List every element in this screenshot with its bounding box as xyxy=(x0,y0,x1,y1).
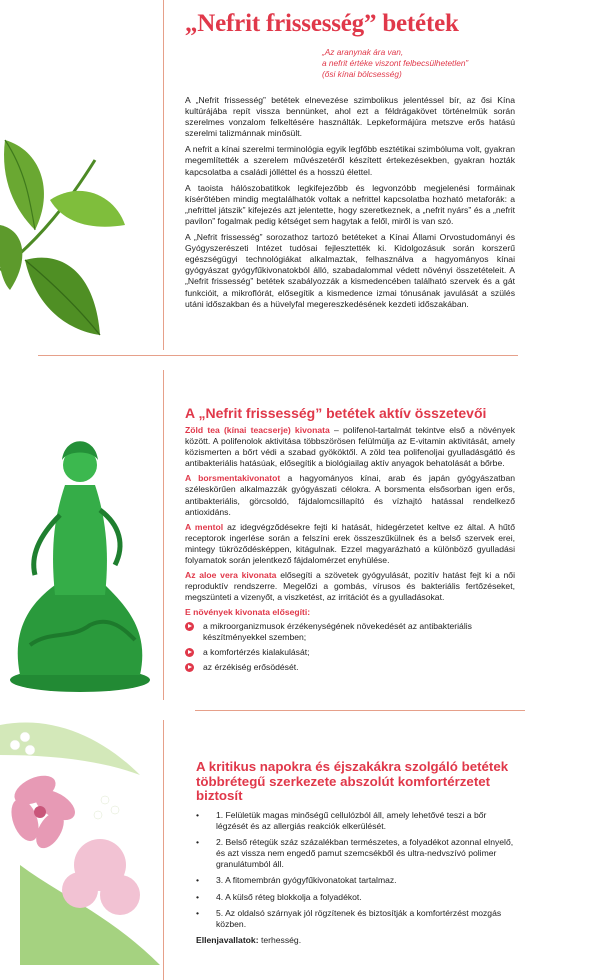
divider-horizontal-1 xyxy=(38,355,518,356)
intro-paragraph: A nefrit a kínai szerelmi terminológia egyik legfőbb esztétikai szimbóluma volt, gyakran megemlítették a szerelem művészetéről készített értekezésekben, gyakran hozták kapcsolatba a családi jólléttel és a hosszú élettel. xyxy=(185,144,515,177)
intro-text xyxy=(185,95,515,315)
bullet-icon: • xyxy=(196,891,200,902)
ingredient-name: Az aloe vera kivonata xyxy=(185,570,277,581)
list-item: • 2. Belső rétegük száz százalékban természetes, a folyadékot azonnal elnyelő, és azt vissza nem engedő pamut szemcsékből és ultra-nedvszívó polimer granulátumból áll. xyxy=(196,837,514,870)
ingredient-name: Zöld tea (kínai teacserje) kivonata xyxy=(185,425,330,435)
page-title: „Nefrit frissesség” betétek xyxy=(185,10,459,37)
divider-vertical-bottom xyxy=(163,720,164,980)
divider-vertical-top xyxy=(163,0,164,350)
ingredient-paragraph: Zöld tea (kínai teacserje) kivonata – polifenol-tartalmát tekintve első a növények között. A polifenolok aktivitása többszörösen felülmúlja az E-vitamin aktivitását, amely közismerten a bőrt védi a szabad gyököktől. A zöld tea polifenoljai gyulladásgátló és antibakteriális hatásúak, elősegítik a biológiailag aktív anyagok behatolását a bőrbe. xyxy=(185,425,516,469)
arrow-bullet-icon xyxy=(185,622,194,631)
list-item: • 1. Felületük magas minőségű cellulózból áll, amely lehetővé teszi a bőr légzését és az allergiás reakciók elkerülését. xyxy=(196,810,487,832)
active-ingredients-heading: A „Nefrit frissesség” betétek aktív összetevői xyxy=(185,405,487,421)
contraindications: Ellenjavallatok: terhesség. xyxy=(196,934,302,945)
intro-paragraph: A „Nefrit frissesség” betétek elnevezése szimbolikus jelentéssel bír, az ősi Kína kultúrájába repít vissza bennünket, ahol ezt a féldrágakövet történelmük során szerelmes vonzalom felkeltésére használták. Lepkeformájúra metszve erős hatású szerelmi talizmánnak minősült. xyxy=(185,95,515,139)
ingredient-paragraph: A borsmentakivonatot a hagyományos kínai, arab és japán gyógyászatban széleskörűen alkalmazzák gyógyászati célokra. A borsmenta elsősorban igen erős, antibakteriális, görcsoldó, fájdalomcsillapító és vízhajtó hatással rendelkező antioxidáns. xyxy=(185,473,516,517)
divider-vertical-middle xyxy=(163,370,164,700)
arrow-bullet-icon xyxy=(185,663,194,672)
list-item: • 3. A fitomembrán gyógyfűkivonatokat tartalmaz. xyxy=(196,875,397,886)
list-item: • 4. A külső réteg blokkolja a folyadékot. xyxy=(196,891,362,902)
divider-horizontal-2 xyxy=(195,710,525,711)
structure-list xyxy=(196,810,516,946)
ingredient-paragraph: Az aloe vera kivonata elősegíti a szövetek gyógyulását, pozitív hatást fejt ki a női reproduktív rendszerre. Megelőzi a gombás, vírusos és bakteriális fertőzéseket, megszünteti a vizenyőt, a viszketést, az irritációt és a gyulladásokat. xyxy=(185,570,515,603)
ingredient-name: A borsmentakivonatot xyxy=(185,473,281,484)
active-ingredients-text xyxy=(185,425,515,677)
list-item: • 5. Az oldalsó szárnyak jól rögzítenek és biztosítják a komfortérzést mozgás közben. xyxy=(196,907,502,929)
green-tea-leaves-image xyxy=(0,120,140,360)
arrow-bullet-icon xyxy=(185,648,194,657)
bullet-icon: • xyxy=(196,875,200,886)
chinese-proverb-quote: „Az aranynak ára van, a nefrit értéke viszont felbecsülhetetlen” (ősi kínai bölcsesség) xyxy=(322,47,469,79)
benefit-item: az érzékiség erősödését. xyxy=(185,662,515,673)
benefit-item: a komfortérzés kialakulását; xyxy=(185,647,515,658)
bullet-icon: • xyxy=(196,810,200,820)
benefits-list xyxy=(185,621,515,673)
ingredient-paragraph: A mentol az idegvégződésekre fejti ki hatását, hidegérzetet keltve ez által. A hűtő receptorok ingerlése során a felszíni erek összeszűkülnek és a belső szervek erei, mintegy tükröződésképpen, kitágulnak. Ezzel magyarázható a különböző gyulladási folyamatok során jelentkező fájdalomérzet enyhülése. xyxy=(185,521,515,566)
structure-heading: A kritikus napokra és éjszakákra szolgáló betétek többrétegű szerkezete abszolút komfortérzetet biztosít xyxy=(196,759,509,803)
intro-paragraph: A „Nefrit frissesség” sorozathoz tartozó betéteket a Kínai Állami Orvostudományi és Gyógyszerészeti Intézet tudósai fejlesztették ki. Kidolgozásuk során korszerű egészségügyi technológiákat alkalmaztak, felhasználva a hagyományos kínai gyógyászat gyógyfűkivonatokból álló, szabadalommal védett növényi összetételeit. A „Nefrit frissesség” betétek szabályozzák a kismedencében található szervek és a gát funkcióit, a mikroflórát, elősegítik a kismedence izmai tónusának javulását a szülés utáni időszakban és a hüvelyfal megereszkedésének kezdeti időszakában. xyxy=(185,232,515,309)
ingredient-name: A mentol xyxy=(185,521,224,532)
intro-paragraph: A taoista hálószobatitkok legkifejezőbb és legvonzóbb megjelenési formáinak kísérőtében mindig megtalálhatók voltak a nefrittel kapcsolatba hozható metaforák: a „nefrittel játszik” kifejezés azt jelentette, hogy szeretkeznek, a „nefrit nyárs” és a „nefrit pavilon” fogalmak pedig kétséget sem hagytak a felől, miről is van szó. xyxy=(185,182,515,226)
jade-statue-image xyxy=(0,425,160,695)
flowers-image xyxy=(0,715,175,980)
benefit-item: a mikroorganizmusok érzékenységének növekedését az antibakteriális készítményekkel szemben; xyxy=(185,621,515,643)
benefits-heading: E növények kivonata elősegíti: xyxy=(185,607,311,618)
bullet-icon: • xyxy=(196,907,200,918)
bullet-icon: • xyxy=(196,837,200,848)
